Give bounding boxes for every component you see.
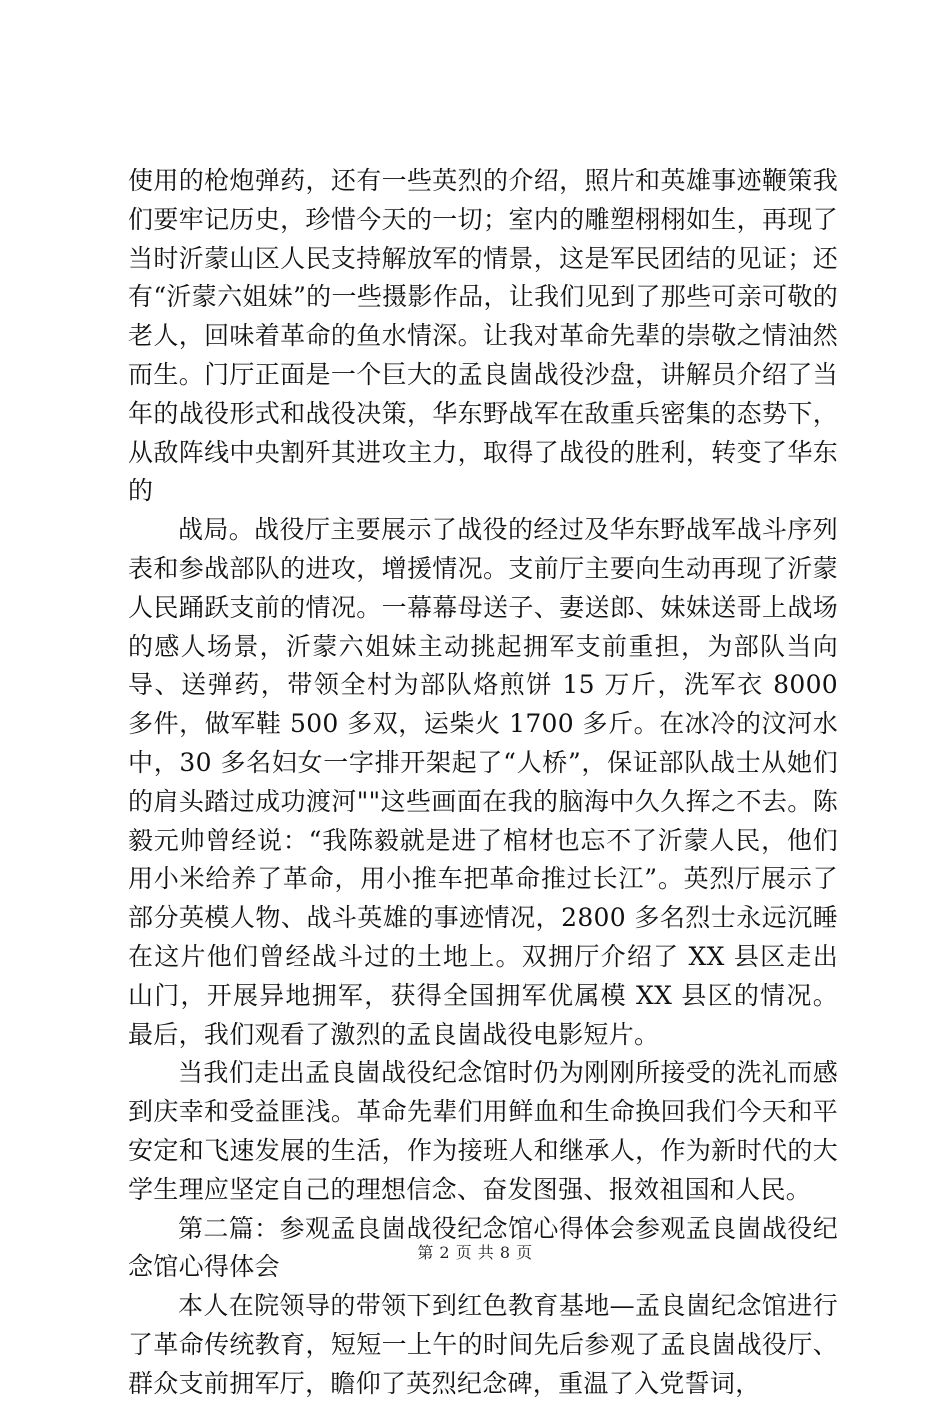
paragraph-3: 当我们走出孟良崮战役纪念馆时仍为刚刚所接受的洗礼而感到庆幸和受益匪浅。革命先辈们用鲜血和生命换回我们今天和平安定和飞速发展的生活，作为接班人和继承人，作为新时代的大学生理应坚定自己的理想信念、奋发图强、报效祖国和人民。 (128, 1058, 838, 1204)
paragraph-1: 使用的枪炮弹药，还有一些英烈的介绍，照片和英雄事迹鞭策我们要牢记历史，珍惜今天的一切；室内的雕塑栩栩如生，再现了当时沂蒙山区人民支持解放军的情景，这是军民团结的见证；还有“沂蒙六姐妹”的一些摄影作品，让我们见到了那些可亲可敬的老人，回味着革命的鱼水情深。让我对革命先辈的崇敬之情油然而生。门厅正面是一个巨大的孟良崮战役沙盘，讲解员介绍了当年的战役形式和战役决策，华东野战军在敌重兵密集的态势下，从敌阵线中央割歼其进攻主力，取得了战役的胜利，转变了华东的 (128, 166, 838, 506)
section-heading: 第二篇：参观孟良崮战役纪念馆心得体会参观孟良崮战役纪念馆心得体会 (128, 1213, 838, 1282)
paragraph-5: 本人在院领导的带领下到红色教育基地—孟良崮纪念馆进行了革命传统教育，短短一上午的时间先后参观了孟良崮战役厅、群众支前拥军厅，瞻仰了英烈纪念碑，重温了入党誓词， (128, 1291, 838, 1398)
paragraph-2: 战局。战役厅主要展示了战役的经过及华东野战军战斗序列表和参战部队的进攻，增援情况。支前厅主要向生动再现了沂蒙人民踊跃支前的情况。一幕幕母送子、妻送郎、妹妹送哥上战场的感人场景，沂蒙六姐妹主动挑起拥军支前重担，为部队当向导、送弹药，带领全村为部队烙煎饼 15 万斤，洗军衣 8000 多件，做军鞋 500 多双，运柴火 1700 多斤。在冰冷的汶河水中，30 多名妇女一字排开架起了“人桥”，保证部队战士从她们的肩头踏过成功渡河""这些画面在我的脑海中久久挥之不去。陈毅元帅曾经说：“我陈毅就是进了棺材也忘不了沂蒙人民，他们用小米给养了革命，用小推车把革命推过长江”。英烈厅展示了部分英模人物、战斗英雄的事迹情况，2800 多名烈士永远沉睡在这片他们曾经战斗过的土地上。双拥厅介绍了 XX 县区走出山门，开展异地拥军，获得全国拥军优属模 XX 县区的情况。最后，我们观看了激烈的孟良崮战役电影短片。 (128, 515, 838, 1049)
body-text (128, 162, 838, 1404)
page-footer: 第 2 页 共 8 页 (417, 1243, 533, 1262)
